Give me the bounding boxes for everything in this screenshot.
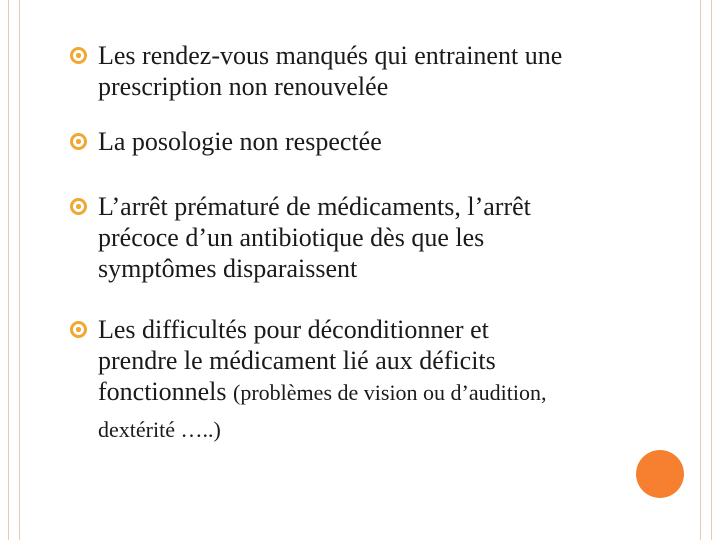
bullet-4-line-2: prendre le médicament lié aux déficits (98, 346, 496, 375)
bullet-2-line-1: La posologie non respectée (98, 127, 382, 156)
bullet-4-line-4: dextérité …..) (98, 417, 221, 442)
right-border-decoration (700, 0, 712, 540)
bullet-ring-icon (70, 321, 87, 338)
bullet-item-4 (70, 314, 670, 445)
bullet-ring-icon (70, 198, 87, 215)
bullet-1-line-2: prescription non renouvelée (98, 72, 389, 101)
bullet-list (70, 40, 670, 445)
bullet-4-line-1: Les difficultés pour déconditionner et (98, 315, 489, 344)
bullet-3-line-2: précoce d’un antibiotique dès que les (98, 223, 485, 252)
bullet-ring-icon (70, 133, 87, 150)
bullet-item-1 (70, 40, 670, 102)
left-border-decoration (8, 0, 20, 540)
bullet-3-line-3: symptômes disparaissent (98, 254, 358, 283)
bullet-item-3 (70, 191, 670, 284)
bullet-1-line-1: Les rendez-vous manqués qui entrainent une (98, 41, 563, 70)
bullet-3-line-1: L’arrêt prématuré de médicaments, l’arrêt (98, 192, 531, 221)
bullet-4-line-3-main: fonctionnels (98, 377, 234, 406)
bullet-item-2 (70, 126, 670, 157)
bullet-4-line-3 (98, 376, 670, 408)
bullet-ring-icon (70, 47, 87, 64)
orange-circle-decoration (636, 450, 684, 498)
bullet-4-line-3-parenthetical: (problèmes de vision ou d’audition, (233, 380, 547, 405)
